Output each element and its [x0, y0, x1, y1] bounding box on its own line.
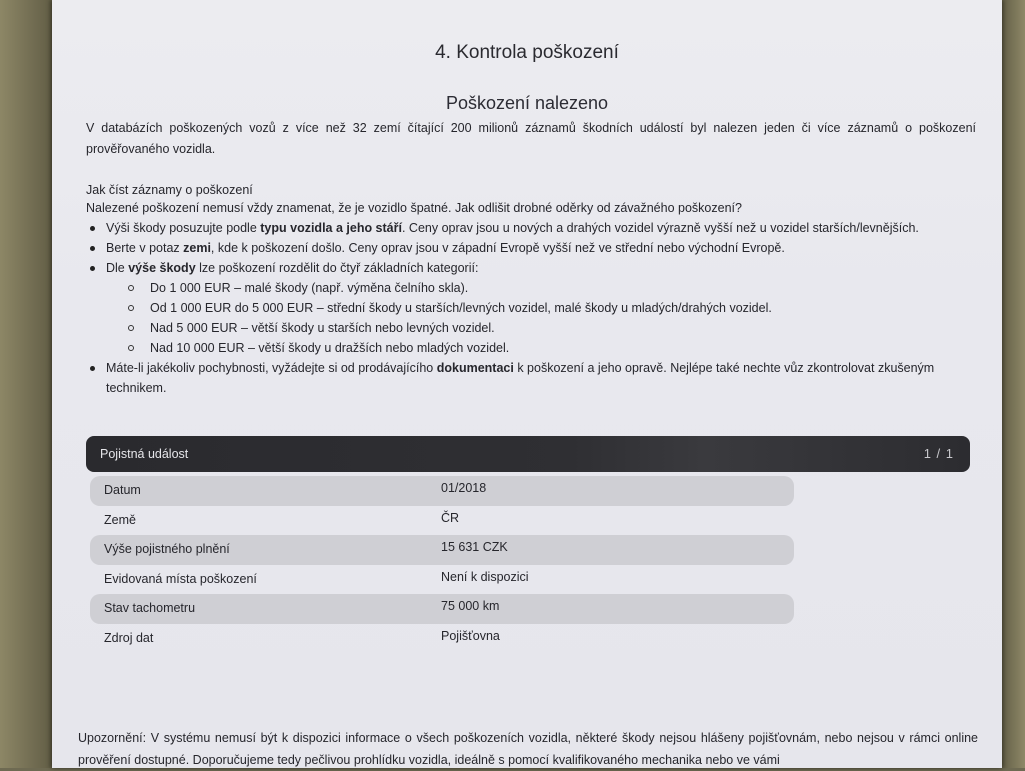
list-item — [86, 238, 976, 258]
disclaimer-note: Upozornění: V systému nemusí být k dispozici informace o všech poškozeních vozidla, některé škody nejsou hlášeny pojišťovnám, nebo nejsou v rámci online prověření dostupné. Doporučujeme tedy pečlivou prohlídku vozidla, ideálně s pomocí kvalifikovaného mechanika nebo ve vámi — [78, 731, 978, 767]
table-row — [90, 565, 794, 595]
row-label: Země — [104, 512, 136, 527]
row-label: Zdroj dat — [104, 630, 154, 645]
row-label: Evidovaná místa poškození — [104, 571, 257, 586]
row-value: 15 631 CZK — [441, 540, 508, 554]
table-row — [90, 476, 794, 506]
section-subtitle: Poškození nalezeno — [445, 93, 609, 113]
table-row — [90, 624, 794, 654]
bullet-text: k poškození a jeho opravě. Nejlépe také nechte vůz zkontrolovat zkušeným technikem. — [106, 361, 935, 395]
category-item: Do 1 000 EUR – malé škody (např. výměna čelního skla). — [106, 278, 976, 298]
claim-header-bar — [86, 436, 970, 472]
bullet-text: . Ceny oprav jsou u nových a drahých vozidel výrazně vyšší než u vozidel starších/levnějších. — [401, 221, 919, 235]
category-item: Nad 10 000 EUR – větší škody u dražších nebo mladých vozidel. — [106, 338, 976, 358]
bullet-emphasis: typu vozidla a jeho stáří — [260, 221, 402, 235]
background-left — [0, 0, 60, 768]
bullet-emphasis: výše škody — [128, 261, 196, 275]
row-label: Stav tachometru — [104, 601, 196, 615]
paper-sheet — [52, 0, 1002, 768]
claim-counter: 1 / 1 — [923, 446, 954, 461]
row-value: Není k dispozici — [441, 569, 529, 584]
list-item — [86, 358, 976, 398]
bullet-text: Máte-li jakékoliv pochybnosti, vyžádejte si od prodávajícího — [106, 361, 437, 375]
bullet-text: lze poškození rozdělit do čtyř základních kategorií: — [195, 261, 479, 275]
howto-heading: Jak číst záznamy o poškození — [86, 183, 253, 197]
intro-paragraph: V databázích poškozených vozů z více než 32 zemí čítající 200 milionů záznamů škodních událostí byl nalezen jeden či více záznamů o poškození prověřovaného vozidla. — [86, 121, 976, 156]
bullet-text: Berte v potaz — [106, 241, 184, 255]
bullet-text: Výši škody posuzujte podle — [106, 221, 261, 235]
category-item: Od 1 000 EUR do 5 000 EUR – střední škody u starších/levných vozidel, malé škody u mladých/drahých vozidel. — [106, 298, 976, 318]
table-row — [90, 506, 794, 536]
howto-text: Nalezené poškození nemusí vždy znamenat, že je vozidlo špatné. Jak odlišit drobné oděrky od závažného poškození? — [86, 201, 742, 215]
bullet-emphasis: zemi — [183, 241, 211, 255]
list-item — [86, 218, 976, 238]
row-value: Pojišťovna — [441, 628, 500, 643]
row-label: Výše pojistného plnění — [104, 542, 230, 556]
row-value: 75 000 km — [441, 599, 500, 613]
row-label: Datum — [104, 483, 141, 497]
guidance-list — [86, 218, 976, 398]
row-value: ČR — [441, 510, 460, 525]
category-item: Nad 5 000 EUR – větší škody u starších nebo levných vozidel. — [106, 318, 976, 338]
row-value: 01/2018 — [441, 481, 487, 495]
section-title: 4. Kontrola poškození — [435, 42, 619, 63]
claim-details-table — [90, 476, 794, 653]
damage-categories — [106, 278, 976, 358]
bullet-emphasis: dokumentaci — [436, 361, 514, 375]
bullet-text: , kde k poškození došlo. Ceny oprav jsou v západní Evropě vyšší než ve střední nebo východní Evropě. — [210, 241, 785, 255]
list-item — [86, 258, 976, 358]
bullet-text: Dle — [106, 261, 129, 275]
claim-header-title: Pojistná událost — [100, 447, 189, 461]
table-row — [90, 594, 794, 624]
table-row — [90, 535, 794, 565]
